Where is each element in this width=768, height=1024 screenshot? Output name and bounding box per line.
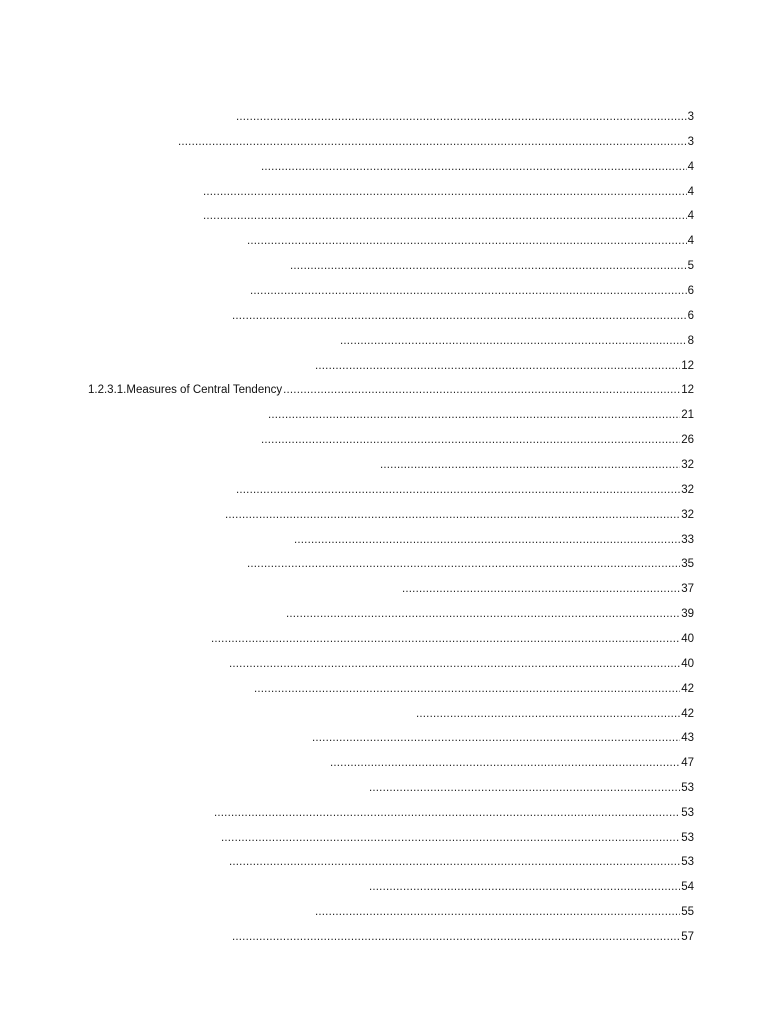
toc-page-number: 6	[687, 285, 694, 297]
toc-entry[interactable]	[368, 779, 694, 795]
toc-page-number: 12	[681, 360, 694, 372]
toc-page-number: 53	[681, 832, 694, 844]
toc-page-number: 42	[681, 708, 694, 720]
toc-dot-leader	[250, 284, 687, 298]
toc-page-number: 32	[681, 509, 694, 521]
toc-page-number: 4	[687, 210, 694, 222]
toc-dot-leader	[236, 483, 680, 497]
toc-page-number: 39	[681, 608, 694, 620]
toc-page-number: 12	[681, 384, 694, 396]
toc-entry[interactable]	[253, 680, 694, 696]
toc-page-number: 3	[687, 136, 694, 148]
toc-entry[interactable]	[293, 531, 694, 547]
toc-entry[interactable]	[213, 804, 694, 820]
toc-entry[interactable]	[210, 630, 694, 646]
toc-entry[interactable]	[177, 133, 694, 149]
toc-dot-leader	[221, 831, 680, 845]
toc-page-number: 53	[681, 807, 694, 819]
toc-dot-leader	[225, 508, 680, 522]
toc-dot-leader	[312, 731, 680, 745]
toc-entry[interactable]	[379, 456, 694, 472]
toc-entry[interactable]	[231, 307, 694, 323]
toc-dot-leader	[416, 707, 680, 721]
toc-page-number: 40	[681, 633, 694, 645]
toc-page-number: 47	[681, 757, 694, 769]
toc-dot-leader	[369, 880, 680, 894]
toc-page-number: 37	[681, 583, 694, 595]
toc-entry[interactable]	[329, 754, 694, 770]
toc-page-number: 5	[687, 260, 694, 272]
toc-entry[interactable]	[260, 431, 694, 447]
toc-entry[interactable]	[249, 282, 694, 298]
toc-entry[interactable]	[260, 158, 694, 174]
toc-entry[interactable]	[224, 506, 694, 522]
toc-dot-leader	[369, 781, 680, 795]
toc-page-number: 3	[687, 111, 694, 123]
toc-dot-leader	[236, 110, 687, 124]
toc-entry[interactable]	[228, 853, 694, 869]
toc-dot-leader	[290, 259, 687, 273]
toc-page-number: 53	[681, 782, 694, 794]
toc-dot-leader	[261, 160, 687, 174]
toc-page-number: 53	[681, 856, 694, 868]
toc-entry[interactable]	[267, 406, 694, 422]
toc-page-number: 33	[681, 534, 694, 546]
toc-entry[interactable]	[314, 357, 694, 373]
toc-entry[interactable]	[368, 878, 694, 894]
toc-entry[interactable]	[235, 108, 694, 124]
toc-dot-leader	[247, 557, 680, 571]
toc-dot-leader	[203, 185, 687, 199]
toc-dot-leader	[294, 533, 680, 547]
toc-dot-leader	[283, 383, 680, 397]
toc-entry[interactable]	[246, 232, 694, 248]
toc-entry[interactable]	[235, 481, 694, 497]
toc-dot-leader	[214, 806, 680, 820]
toc-dot-leader	[178, 135, 687, 149]
toc-entry[interactable]	[285, 605, 694, 621]
toc-page-number: 40	[681, 658, 694, 670]
toc-dot-leader	[330, 756, 680, 770]
toc-page-number: 21	[681, 409, 694, 421]
toc-entry[interactable]	[311, 729, 694, 745]
toc-entry[interactable]	[246, 555, 694, 571]
toc-dot-leader	[315, 359, 680, 373]
toc-page-number: 6	[687, 310, 694, 322]
toc-entry[interactable]	[314, 903, 694, 919]
toc-dot-leader	[261, 433, 680, 447]
toc-page-number: 8	[687, 335, 694, 347]
toc-entry[interactable]	[202, 183, 694, 199]
toc-entry[interactable]	[339, 332, 694, 348]
toc-entry[interactable]	[415, 705, 694, 721]
toc-page-number: 43	[681, 732, 694, 744]
toc-page-number: 32	[681, 484, 694, 496]
toc-page-number: 26	[681, 434, 694, 446]
toc-dot-leader	[211, 632, 680, 646]
toc-dot-leader	[402, 582, 680, 596]
toc-dot-leader	[203, 209, 687, 223]
toc-page-number: 42	[681, 683, 694, 695]
toc-dot-leader	[380, 458, 680, 472]
toc-entry[interactable]	[220, 829, 694, 845]
toc-dot-leader	[232, 309, 687, 323]
toc-dot-leader	[315, 905, 680, 919]
toc-page-number: 4	[687, 161, 694, 173]
toc-dot-leader	[286, 607, 680, 621]
toc-dot-leader	[247, 234, 687, 248]
toc-dot-leader	[229, 855, 680, 869]
toc-dot-leader	[229, 657, 680, 671]
toc-page-number: 57	[681, 931, 694, 943]
toc-page-number: 54	[681, 881, 694, 893]
toc-page-number: 4	[687, 235, 694, 247]
toc-entry[interactable]	[401, 580, 694, 596]
toc-entry-label: 1.2.3.1.Measures of Central Tendency	[88, 384, 283, 396]
toc-dot-leader	[340, 334, 687, 348]
toc-page-number: 55	[681, 906, 694, 918]
toc-page-number: 35	[681, 558, 694, 570]
toc-entry[interactable]	[228, 655, 694, 671]
toc-entry[interactable]	[202, 207, 694, 223]
toc-page-number: 32	[681, 459, 694, 471]
toc-dot-leader	[254, 682, 680, 696]
toc-entry[interactable]	[231, 928, 694, 944]
toc-entry[interactable]	[289, 257, 694, 273]
toc-dot-leader	[232, 930, 680, 944]
toc-entry[interactable]	[88, 381, 694, 397]
toc-page-number: 4	[687, 186, 694, 198]
toc-dot-leader	[268, 408, 680, 422]
